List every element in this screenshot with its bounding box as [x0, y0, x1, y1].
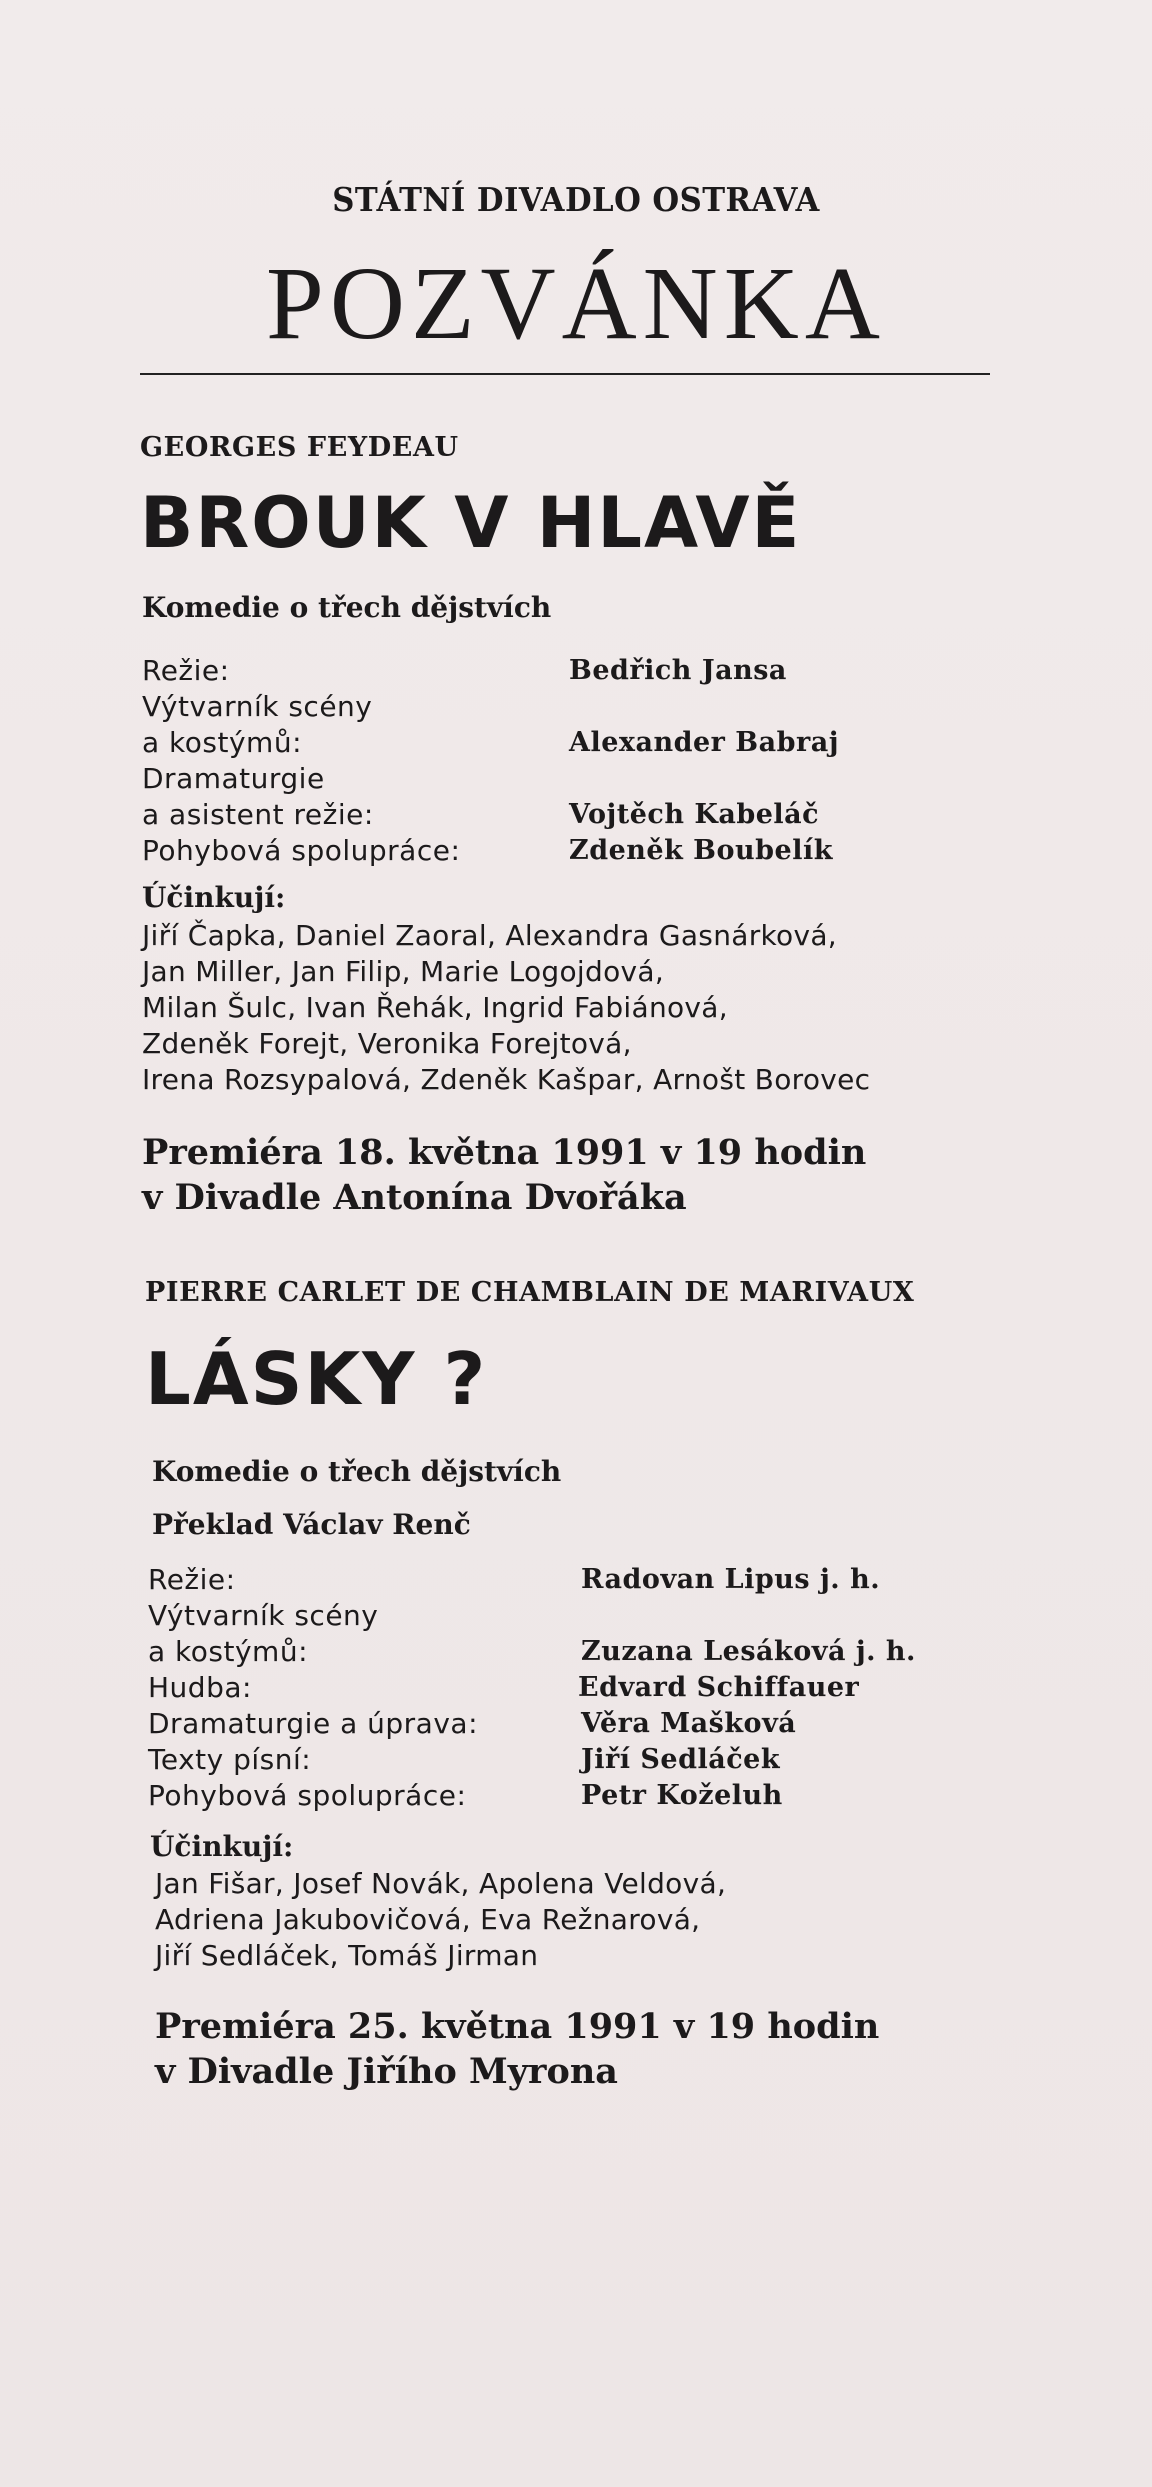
play-1-premiere [142, 1130, 866, 1220]
credit-label: Dramaturgie a úprava: [148, 1707, 478, 1740]
play-1-genre: Komedie o třech dějstvích [142, 591, 552, 624]
credit-row [148, 1562, 1048, 1598]
divider [140, 373, 990, 375]
credit-label: Režie: [148, 1563, 236, 1596]
credit-label: Výtvarník scény [142, 690, 373, 723]
credit-row [148, 1598, 1048, 1634]
cast-line: Jan Fišar, Josef Novák, Apolena Veldová, [155, 1867, 727, 1900]
cast-line: Jan Miller, Jan Filip, Marie Logojdová, [142, 955, 665, 988]
play-2-title: LÁSKY ? [145, 1337, 488, 1421]
credit-row [142, 761, 1042, 797]
credit-name: Bedřich Jansa [569, 655, 787, 686]
cast-line: Irena Rozsypalová, Zdeněk Kašpar, Arnošt Borovec [142, 1063, 871, 1096]
cast-line: Adriena Jakubovičová, Eva Režnarová, [155, 1903, 701, 1936]
credit-label: Pohybová spolupráce: [142, 834, 461, 867]
play-2-genre: Komedie o třech dějstvích [152, 1455, 562, 1488]
play-2-translation: Překlad Václav Renč [152, 1508, 471, 1541]
credit-name: Věra Mašková [581, 1708, 797, 1739]
play-2-cast-label: Účinkují: [150, 1830, 294, 1863]
play-1-cast [142, 918, 870, 1098]
premiere-date: Premiéra 18. května 1991 v 19 hodin [142, 1132, 867, 1173]
play-1-credits [142, 653, 1042, 869]
cast-line: Jiří Čapka, Daniel Zaoral, Alexandra Gasnárková, [142, 919, 837, 952]
credit-row [148, 1742, 1048, 1778]
cast-line: Jiří Sedláček, Tomáš Jirman [155, 1939, 539, 1972]
play-2-cast [155, 1866, 726, 1974]
play-1-author: GEORGES FEYDEAU [140, 432, 459, 463]
cast-line: Zdeněk Forejt, Veronika Forejtová, [142, 1027, 632, 1060]
credit-row [148, 1706, 1048, 1742]
credit-label: a kostýmů: [148, 1635, 308, 1668]
credit-label: Texty písní: [148, 1743, 312, 1776]
play-1-cast-label: Účinkují: [142, 881, 286, 914]
cast-line: Milan Šulc, Ivan Řehák, Ingrid Fabiánová, [142, 991, 728, 1024]
credit-name: Alexander Babraj [569, 727, 839, 758]
credit-label: Výtvarník scény [148, 1599, 379, 1632]
premiere-venue: v Divadle Antonína Dvořáka [142, 1177, 687, 1218]
invitation-title: POZVÁNKA [266, 246, 886, 361]
credit-row [148, 1670, 1048, 1706]
credit-row [142, 689, 1042, 725]
credit-name: Zdeněk Boubelík [569, 835, 833, 866]
credit-row [148, 1778, 1048, 1814]
credit-label: Pohybová spolupráce: [148, 1779, 467, 1812]
credit-name: Edvard Schiffauer [578, 1672, 860, 1703]
play-1-title: BROUK V HLAVĚ [140, 482, 802, 564]
credit-name: Jiří Sedláček [581, 1744, 781, 1775]
play-2-premiere [155, 2004, 879, 2094]
credit-label: a asistent režie: [142, 798, 374, 831]
theatre-name: STÁTNÍ DIVADLO OSTRAVA [332, 180, 820, 219]
credit-label: Režie: [142, 654, 230, 687]
credit-row [142, 797, 1042, 833]
credit-row [142, 833, 1042, 869]
credit-label: a kostýmů: [142, 726, 302, 759]
premiere-venue: v Divadle Jiřího Myrona [155, 2051, 618, 2092]
credit-label: Dramaturgie [142, 762, 325, 795]
credit-label: Hudba: [148, 1671, 252, 1704]
credit-name: Radovan Lipus j. h. [581, 1564, 881, 1595]
credit-name: Vojtěch Kabeláč [569, 799, 820, 830]
play-2-author: PIERRE CARLET DE CHAMBLAIN DE MARIVAUX [145, 1277, 915, 1308]
credit-row [142, 725, 1042, 761]
credit-row [148, 1634, 1048, 1670]
credit-name: Petr Koželuh [581, 1780, 783, 1811]
credit-row [142, 653, 1042, 689]
credit-name: Zuzana Lesáková j. h. [581, 1636, 916, 1667]
premiere-date: Premiéra 25. května 1991 v 19 hodin [155, 2006, 880, 2047]
play-2-credits [148, 1562, 1048, 1814]
